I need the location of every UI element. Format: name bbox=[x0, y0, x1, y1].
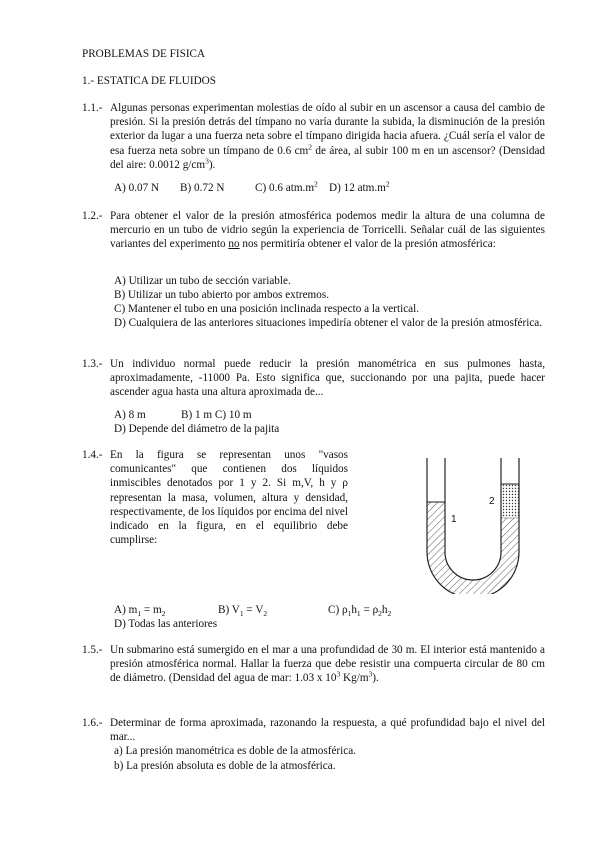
problem-1-4-option-c: C) $\rho_1h_1 = \rho_2h_2$ bbox=[328, 604, 392, 619]
problem-1-3-number: 1.3.- bbox=[82, 358, 103, 370]
section-heading: 1.- ESTATICA DE FLUIDOS bbox=[82, 75, 216, 87]
problem-1-3-text: Un individuo normal puede reducir la presión manométrica en sus pulmones hasta, aproximadamente, -11000 Pa. Esto significa que, succionando por una pajita, puede hacer ascender agua hasta una altura aproximada de... bbox=[110, 358, 545, 399]
problem-1-6-option-a: a) La presión manométrica es doble de la atmosférica. bbox=[114, 745, 356, 757]
problem-1-3-option-bc: B) 1 m C) 10 m bbox=[181, 409, 252, 421]
problem-1-1-number: 1.1.- bbox=[82, 102, 103, 114]
problem-1-4-number: 1.4.- bbox=[82, 449, 103, 461]
liquid-1-label: 1 bbox=[451, 514, 457, 525]
problem-1-4-option-a: A) $m_1 = m_2$ bbox=[114, 604, 166, 619]
problem-1-4-text: En la figura se representan unos "vasos comunicantes" que contienen dos líquidos inmiscibles denotados por 1 y 2. Si m,V, h y ρ representan la masa, volumen, altura y densidad, respectivamente, de los líquidos por encima del nivel indicado en la figura, en el equilibrio debe cumplirse: bbox=[110, 449, 348, 547]
problem-1-2-option-c: C) Mantener el tubo en una posición inclinada respecto a la vertical. bbox=[114, 303, 420, 315]
problem-1-1-option-c: C) 0.6 $atm.m^2$ bbox=[255, 179, 318, 194]
problem-1-3-option-d: D) Depende del diámetro de la pajita bbox=[114, 423, 280, 435]
problem-1-2-text: Para obtener el valor de la presión atmosférica podemos medir la altura de una columna de mercurio en un tubo de vidrio según la experiencia de Torricelli. Señalar cuál de las siguientes variantes del experimento no nos permitiría obtener el valor de la presión atmosférica: bbox=[110, 210, 545, 251]
problem-1-6-option-b: b) La presión absoluta es doble de la atmosférica. bbox=[114, 760, 336, 772]
problem-1-1-option-d: D) 12 $atm.m^2$ bbox=[329, 179, 390, 194]
liquid-2-label: 2 bbox=[489, 496, 495, 507]
problem-1-6-text: Determinar de forma aproximada, razonando la respuesta, a qué profundidad bajo el nivel del mar... bbox=[110, 717, 545, 744]
problem-1-1-option-a: A) 0.07 N bbox=[114, 182, 160, 194]
problem-1-2-number: 1.2.- bbox=[82, 210, 103, 222]
problem-1-2-option-a: A) Utilizar un tubo de sección variable. bbox=[114, 275, 291, 287]
problem-1-5-number: 1.5.- bbox=[82, 644, 103, 656]
problem-1-4-option-d: D) Todas las anteriores bbox=[114, 618, 218, 630]
problem-1-1-text: Algunas personas experimentan molestias de oído al subir en un ascensor a causa del cambio de presión. Si la presión detrás del tímpano no varía durante la subida, la disminución de la presión exterior da lugar a una fuerza neta sobre el tímpano dirigida hacia afuera. ¿Cuál sería el valor de esa fuerza neta sobre un tímpano de 0.6 $cm^2$ de área, al subir 100 m en un ascensor? (Densidad del aire: 0.0012 $g/cm^3$). bbox=[110, 102, 546, 171]
page-title: PROBLEMAS DE FISICA bbox=[82, 48, 206, 60]
problem-1-3-option-a: A) 8 m bbox=[114, 409, 146, 421]
liquid-2-region bbox=[501, 484, 519, 518]
communicating-vessels-figure bbox=[415, 454, 533, 594]
problem-1-5-text: Un submarino está sumergido en el mar a una profundidad de 30 m. El interior está mantenido a presión atmosférica normal. Hallar la fuerza que debe resistir una compuerta circular de 80 cm de diámetro. (Densidad del agua de mar: 1.03 x $10^3$ $Kg/m^3$). bbox=[110, 644, 545, 685]
problem-1-2-option-b: B) Utilizar un tubo abierto por ambos extremos. bbox=[114, 289, 329, 301]
problem-1-2-option-d: D) Cualquiera de las anteriores situaciones impediría obtener el valor de la presión atmosférica. bbox=[114, 317, 543, 329]
problem-1-6-number: 1.6.- bbox=[82, 717, 103, 729]
problem-1-4-option-b: B) $V_1 = V_2$ bbox=[218, 604, 268, 619]
problem-1-1-option-b: B) 0.72 N bbox=[180, 182, 225, 194]
